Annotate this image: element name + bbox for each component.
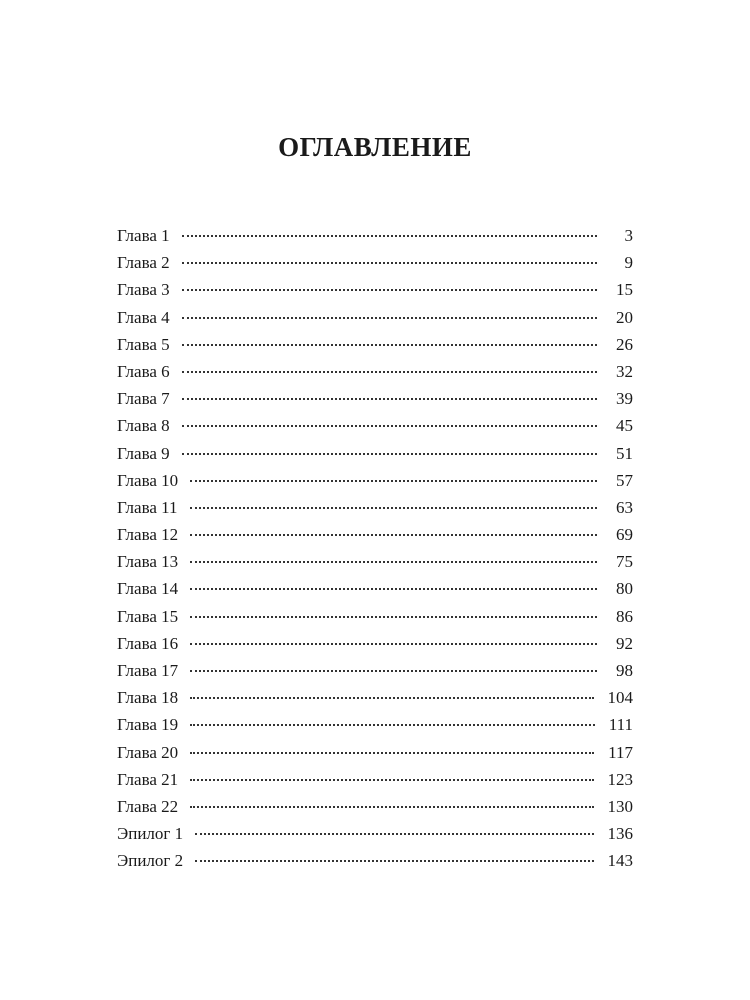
dot-leader [182, 452, 597, 455]
dot-leader [190, 723, 595, 726]
toc-entry-page-number: 98 [616, 661, 633, 680]
dot-leader [190, 615, 597, 618]
toc-entry-page-number: 63 [616, 497, 633, 517]
dot-leader [190, 751, 594, 754]
dot-leader [182, 424, 597, 427]
toc-entry [117, 440, 633, 467]
toc-entry [117, 739, 633, 766]
toc-entry [117, 820, 633, 847]
toc-entry-page-number: 57 [616, 470, 633, 490]
dot-leader [190, 506, 597, 509]
toc-entry [117, 548, 633, 575]
toc-entry-page-number: 32 [616, 361, 633, 381]
toc-entry-label: Глава 17 [117, 661, 179, 680]
toc-entry-label: Глава 21 [117, 769, 179, 789]
toc-entry-page-number: 117 [608, 742, 633, 762]
toc-entry [117, 494, 633, 521]
dot-leader [182, 288, 597, 291]
toc-entry [117, 793, 633, 820]
dot-leader [182, 343, 597, 346]
dot-leader [190, 669, 597, 672]
toc-entry-page-number: 45 [616, 416, 633, 436]
toc-entry-page-number: 3 [624, 226, 633, 245]
toc-entry [117, 276, 633, 303]
toc-entry-label: Глава 9 [117, 443, 170, 463]
dot-leader [182, 316, 597, 319]
toc-entry [117, 684, 633, 711]
toc-entry-page-number: 104 [607, 688, 633, 708]
dot-leader [195, 859, 593, 862]
dot-leader [182, 234, 597, 237]
toc-entry-label: Глава 6 [117, 361, 170, 381]
toc-entry-label: Глава 5 [117, 334, 170, 354]
toc-title: ОГЛАВЛЕНИЕ [278, 132, 472, 162]
toc-entry-page-number: 39 [616, 389, 633, 409]
toc-entry [117, 222, 633, 249]
dot-leader [190, 587, 597, 590]
toc-entry-label: Глава 19 [117, 715, 179, 735]
toc-entry [117, 412, 633, 439]
toc-entry [117, 711, 633, 738]
toc-entry-page-number: 15 [616, 280, 633, 300]
toc-entry [117, 847, 633, 874]
toc-entry-label: Глава 7 [117, 389, 170, 409]
toc-entry [117, 657, 633, 684]
toc-entry-label: Глава 16 [117, 633, 179, 653]
toc-entry-page-number: 26 [616, 334, 633, 354]
dot-leader [190, 479, 597, 482]
toc-entry-page-number: 130 [607, 796, 633, 816]
toc-entry [117, 249, 633, 276]
dot-leader [190, 560, 597, 563]
toc-entry [117, 630, 633, 657]
toc-entry-page-number: 51 [616, 443, 633, 463]
dot-leader [190, 696, 593, 699]
toc-entry [117, 575, 633, 602]
toc-entry-page-number: 20 [616, 307, 633, 327]
toc-entry-label: Глава 3 [117, 280, 170, 300]
toc-entry-label: Глава 12 [117, 525, 179, 545]
toc-entry-label: Глава 22 [117, 796, 179, 816]
toc-entry-label: Глава 4 [117, 307, 170, 327]
toc-entry-label: Глава 14 [117, 579, 179, 599]
dot-leader [182, 370, 597, 373]
toc-entry-page-number: 111 [608, 715, 633, 735]
toc-list [117, 222, 633, 875]
toc-entry-label: Глава 18 [117, 688, 179, 708]
dot-leader [182, 261, 597, 264]
toc-entry-label: Глава 11 [117, 497, 178, 517]
toc-entry-label: Эпилог 1 [117, 824, 184, 844]
toc-entry-page-number: 123 [607, 769, 633, 789]
toc-entry [117, 358, 633, 385]
toc-entry-label: Эпилог 2 [117, 851, 184, 871]
toc-entry-page-number: 80 [616, 579, 633, 599]
toc-entry-label: Глава 15 [117, 606, 179, 626]
toc-entry-label: Глава 2 [117, 253, 170, 273]
toc-entry [117, 385, 633, 412]
toc-entry [117, 331, 633, 358]
toc-entry-label: Глава 8 [117, 416, 170, 436]
toc-entry-page-number: 92 [616, 633, 633, 653]
toc-entry [117, 766, 633, 793]
toc-entry-page-number: 9 [624, 253, 633, 273]
toc-entry-page-number: 69 [616, 525, 633, 545]
dot-leader [190, 778, 593, 781]
toc-entry [117, 304, 633, 331]
dot-leader [182, 397, 597, 400]
toc-entry-page-number: 86 [616, 606, 633, 626]
toc-entry-label: Глава 13 [117, 552, 179, 572]
toc-entry-page-number: 136 [607, 824, 633, 844]
dot-leader [190, 642, 597, 645]
toc-entry [117, 521, 633, 548]
toc-entry [117, 467, 633, 494]
toc-entry [117, 603, 633, 630]
toc-entry-page-number: 143 [607, 851, 633, 871]
dot-leader [190, 805, 593, 808]
toc-entry-label: Глава 20 [117, 742, 179, 762]
toc-entry-label: Глава 1 [117, 226, 170, 245]
toc-entry-page-number: 75 [616, 552, 633, 572]
dot-leader [190, 533, 597, 536]
dot-leader [195, 832, 593, 835]
toc-entry-label: Глава 10 [117, 470, 179, 490]
